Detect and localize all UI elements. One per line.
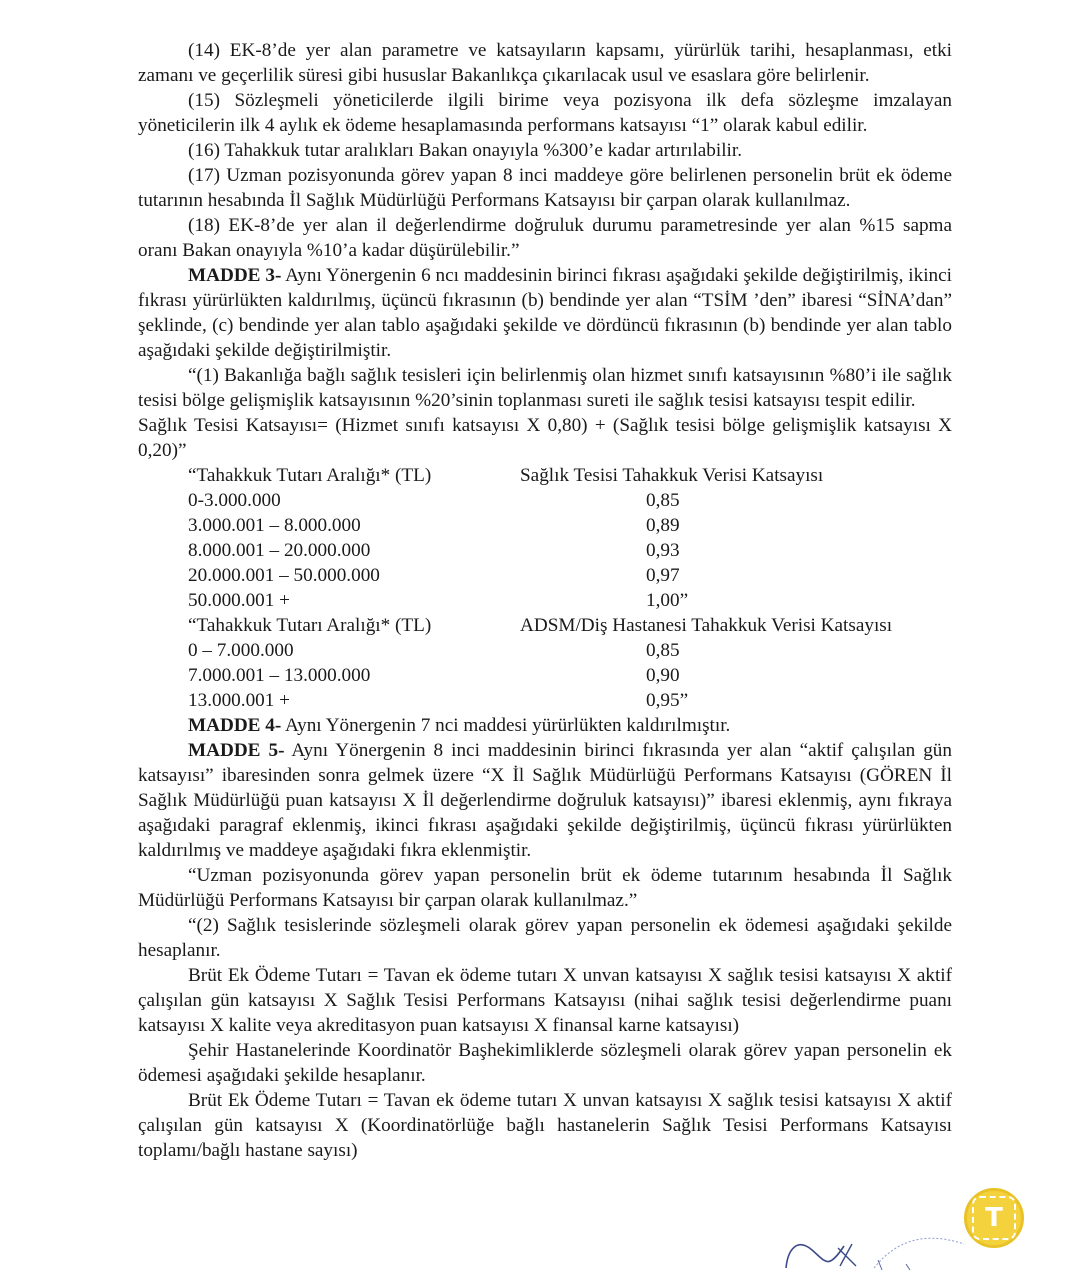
paragraph-1-quote: “(1) Bakanlığa bağlı sağlık tesisleri için belirlenmiş olan hizmet sınıfı katsayısının %80’i ile sağlık tesisi bölge gelişmişlik katsayısının %20’sinin toplanması sureti ile sağlık tesisi katsayısı tespit edilir.	[138, 365, 952, 411]
row-coef: 0,85	[646, 490, 680, 511]
row-range: 8.000.001 – 20.000.000	[188, 540, 371, 561]
stamp-signature-icon	[778, 1208, 968, 1272]
paragraph-18: (18) EK-8’de yer alan il değerlendirme doğruluk durumu parametresinde yer alan %15 sapma oranı Bakan onayıyla %10’a kadar düşürülebilir.”	[138, 215, 952, 261]
table-row	[138, 638, 952, 663]
row-range: 7.000.001 – 13.000.000	[188, 665, 371, 686]
madde-3-text: Aynı Yönergenin 6 ncı maddesinin birinci fıkrası aşağıdaki şekilde değiştirilmiş, ikinci fıkrası yürürlükten kaldırılmış, üçüncü fıkrasının (b) bendinde yer alan “TSİM ’den” ibaresi “SİNA’dan” şeklinde, (c) bendinde yer alan tablo aşağıdaki şekilde ve dördüncü fıkrasının (b) bendinde yer alan tablo aşağıdaki şekilde değiştirilmiştir.	[138, 265, 952, 361]
table-row	[138, 488, 952, 513]
table-row	[138, 513, 952, 538]
madde-5-label: MADDE 5-	[188, 740, 285, 761]
formula-saglik-tesisi-katsayisi: Sağlık Tesisi Katsayısı= (Hizmet sınıfı katsayısı X 0,80) + (Sağlık tesisi bölge gelişmişlik katsayısı X 0,20)”	[138, 415, 952, 461]
madde-5	[138, 738, 952, 863]
madde-4-text: Aynı Yönergenin 7 nci maddesi yürürlükten kaldırılmıştır.	[281, 715, 731, 736]
watermark-logo-icon	[964, 1188, 1024, 1248]
row-range: 13.000.001 +	[188, 690, 290, 711]
uzman-quote: “Uzman pozisyonunda görev yapan personelin brüt ek ödeme tutarınım hesabında İl Sağlık Müdürlüğü Performans Katsayısı bir çarpan olarak kullanılmaz.”	[138, 865, 952, 911]
madde-3-label: MADDE 3-	[188, 265, 282, 286]
brut-ek-odeme-formula-2: Brüt Ek Ödeme Tutarı = Tavan ek ödeme tutarı X unvan katsayısı X sağlık tesisi katsayısı X aktif çalışılan gün katsayısı X (Koordinatörlüğe bağlı hastanelerin Sağlık Tesisi Performans Katsayısı toplamı/bağlı hastane sayısı)	[138, 1090, 952, 1161]
row-range: 20.000.001 – 50.000.000	[188, 565, 380, 586]
brut-ek-odeme-formula-1: Brüt Ek Ödeme Tutarı = Tavan ek ödeme tutarı X unvan katsayısı X sağlık tesisi katsayısı X aktif çalışılan gün katsayısı X Sağlık Tesisi Performans Katsayısı (nihai sağlık tesisi değerlendirme puanı katsayısı X kalite veya akreditasyon puan katsayısı X finansal karne katsayısı)	[138, 965, 952, 1036]
madde-4-label: MADDE 4-	[188, 715, 282, 736]
row-range: 3.000.001 – 8.000.000	[188, 515, 361, 536]
row-coef: 0,89	[646, 515, 680, 536]
paragraph-17: (17) Uzman pozisyonunda görev yapan 8 inci maddeye göre belirlenen personelin brüt ek ödeme tutarının hesabında İl Sağlık Müdürlüğü Performans Katsayısı bir çarpan olarak kullanılmaz.	[138, 165, 952, 211]
header-range: “Tahakkuk Tutarı Aralığı* (TL)	[188, 615, 432, 636]
tahakkuk-table-2	[138, 613, 952, 713]
table-row	[138, 563, 952, 588]
table-row	[138, 663, 952, 688]
table-row	[138, 538, 952, 563]
table-header	[138, 463, 952, 488]
row-coef: 0,93	[646, 540, 680, 561]
table-row	[138, 588, 952, 613]
row-range: 50.000.001 +	[188, 590, 290, 611]
paragraph-16: (16) Tahakkuk tutar aralıkları Bakan onayıyla %300’e kadar artırılabilir.	[188, 140, 742, 161]
row-range: 0 – 7.000.000	[188, 640, 294, 661]
logo-letter: T	[972, 1196, 1016, 1240]
header-coef: Sağlık Tesisi Tahakkuk Verisi Katsayısı	[520, 465, 824, 486]
row-coef: 0,90	[646, 665, 680, 686]
table-header	[138, 613, 952, 638]
paragraph-14: (14) EK-8’de yer alan parametre ve katsayıların kapsamı, yürürlük tarihi, hesaplanması, etki zamanı ve geçerlilik süresi gibi hususlar Bakanlıkça çıkarılacak usul ve esaslara göre belirlenir.	[138, 40, 952, 86]
row-coef: 0,85	[646, 640, 680, 661]
tahakkuk-table-1	[138, 463, 952, 613]
row-coef: 0,95”	[646, 690, 689, 711]
madde-3	[138, 263, 952, 363]
sehir-hastaneleri: Şehir Hastanelerinde Koordinatör Başhekimliklerde sözleşmeli olarak görev yapan personelin ek ödemesi aşağıdaki şekilde hesaplanır.	[138, 1040, 952, 1086]
header-coef: ADSM/Diş Hastanesi Tahakkuk Verisi Katsayısı	[520, 615, 893, 636]
paragraph-15: (15) Sözleşmeli yöneticilerde ilgili birime veya pozisyona ilk defa sözleşme imzalayan yöneticilerin ilk 4 aylık ek ödeme hesaplamasında performans katsayısı “1” olarak kabul edilir.	[138, 90, 952, 136]
row-range: 0-3.000.000	[188, 490, 281, 511]
paragraph-2-quote: “(2) Sağlık tesislerinde sözleşmeli olarak görev yapan personelin ek ödemesi aşağıdaki şekilde hesaplanır.	[138, 915, 952, 961]
table-row	[138, 688, 952, 713]
madde-4	[138, 713, 952, 738]
header-range: “Tahakkuk Tutarı Aralığı* (TL)	[188, 465, 432, 486]
row-coef: 0,97	[646, 565, 680, 586]
madde-5-text: Aynı Yönergenin 8 inci maddesinin birinci fıkrasında yer alan “aktif çalışılan gün katsayısı” ibaresinden sonra gelmek üzere “X İl Sağlık Müdürlüğü Performans Katsayısı (GÖREN İl Sağlık Müdürlüğü puan katsayısı X İl değerlendirme doğruluk katsayısı)” ibaresi eklenmiş, aynı fıkraya aşağıdaki paragraf eklenmiş, ikinci fıkrası aşağıdaki şekilde değiştirilmiş, üçüncü fıkrası yürürlükten kaldırılmış ve maddeye aşağıdaki fıkra eklenmiştir.	[138, 740, 952, 861]
row-coef: 1,00”	[646, 590, 689, 611]
document-page	[138, 38, 952, 1163]
